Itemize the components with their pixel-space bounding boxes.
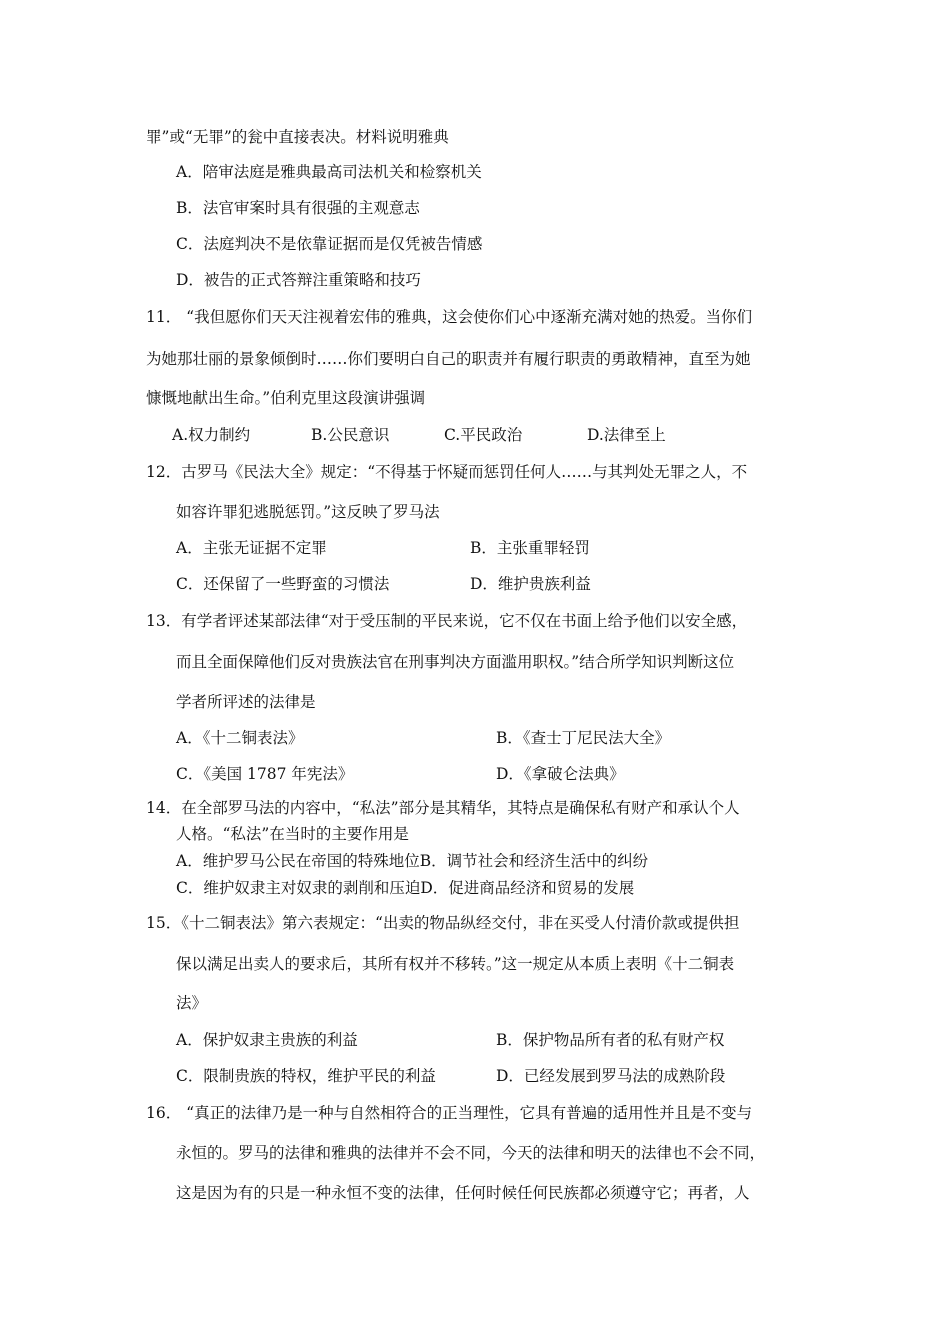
q13-option-c: C．《美国 1787 年宪法》: [176, 765, 354, 783]
q13-stem-line-1: 13．有学者评述某部法律“对于受压制的平民来说，它不仅在书面上给予他们以安全感，: [146, 612, 748, 630]
q15-stem-line-1: 15．《十二铜表法》第六表规定：“出卖的物品纵经交付，非在买受人付清价款或提供担: [146, 914, 740, 932]
q16-stem-line-3: 这是因为有的只是一种永恒不变的法律，任何时候任何民族都必须遵守它；再者，人: [176, 1184, 750, 1202]
q13-stem-line-3: 学者所评述的法律是: [176, 693, 316, 711]
q14-stem-line-2: 人格。“私法”在当时的主要作用是: [176, 825, 409, 843]
q12-stem-line-2: 如容许罪犯逃脱惩罚。”这反映了罗马法: [176, 503, 440, 521]
q15-option-d: D．已经发展到罗马法的成熟阶段: [496, 1067, 726, 1085]
q11-option-d: D.法律至上: [587, 426, 666, 444]
q14-stem-line-1: 14．在全部罗马法的内容中，“私法”部分是其精华，其特点是确保私有财产和承认个人: [146, 799, 740, 817]
q11-option-c: C.平民政治: [444, 426, 523, 444]
q10-stem-tail: 罪”或“无罪”的瓮中直接表决。材料说明雅典: [146, 128, 449, 146]
q15-option-c: C．限制贵族的特权，维护平民的利益: [176, 1067, 436, 1085]
q11-option-b: B.公民意识: [311, 426, 390, 444]
q16-stem-line-2: 永恒的。罗马的法律和雅典的法律并不会不同，今天的法律和明天的法律也不会不同，: [176, 1144, 766, 1162]
q15-option-a: A．保护奴隶主贵族的利益: [176, 1031, 358, 1049]
q12-stem-line-1: 12．古罗马《民法大全》规定：“不得基于怀疑而惩罚任何人……与其判处无罪之人，不: [146, 463, 748, 481]
q10-option-c: C．法庭判决不是依靠证据而是仅凭被告情感: [176, 235, 483, 253]
q11-option-a: A.权力制约: [172, 426, 251, 444]
q13-stem-line-2: 而且全面保障他们反对贵族法官在刑事判决方面滥用职权。”结合所学知识判断这位: [176, 653, 735, 671]
q11-stem-line-3: 慷慨地献出生命。”伯利克里这段演讲强调: [146, 389, 426, 407]
q14-option-row-2: C．维护奴隶主对奴隶的剥削和压迫D．促进商品经济和贸易的发展: [176, 879, 635, 897]
q13-option-b: B．《查士丁尼民法大全》: [496, 729, 671, 747]
q15-stem-line-2: 保以满足出卖人的要求后，其所有权并不移转。”这一规定从本质上表明《十二铜表: [176, 955, 735, 973]
q15-stem-line-3: 法》: [176, 994, 208, 1012]
q13-option-d: D．《拿破仑法典》: [496, 765, 625, 783]
q14-option-row-1: A．维护罗马公民在帝国的特殊地位B．调节社会和经济生活中的纠纷: [176, 852, 649, 870]
q12-option-a: A．主张无证据不定罪: [176, 539, 327, 557]
q10-option-b: B．法官审案时具有很强的主观意志: [176, 199, 420, 217]
q11-stem-line-1: 11． “我但愿你们天天注视着宏伟的雅典，这会使你们心中逐渐充满对她的热爱。当你们: [146, 308, 753, 326]
q10-option-d: D．被告的正式答辩注重策略和技巧: [176, 271, 421, 289]
q12-option-d: D．维护贵族利益: [470, 575, 591, 593]
q10-option-a: A．陪审法庭是雅典最高司法机关和检察机关: [176, 163, 482, 181]
q12-option-c: C．还保留了一些野蛮的习惯法: [176, 575, 390, 593]
q13-option-a: A．《十二铜表法》: [176, 729, 304, 747]
q12-option-b: B．主张重罪轻罚: [470, 539, 590, 557]
q11-stem-line-2: 为她那壮丽的景象倾倒时……你们要明白自己的职责并有履行职责的勇敢精神，直至为她: [146, 350, 751, 368]
q16-stem-line-1: 16． “真正的法律乃是一种与自然相符合的正当理性，它具有普遍的适用性并且是不变与: [146, 1104, 753, 1122]
q15-option-b: B．保护物品所有者的私有财产权: [496, 1031, 725, 1049]
